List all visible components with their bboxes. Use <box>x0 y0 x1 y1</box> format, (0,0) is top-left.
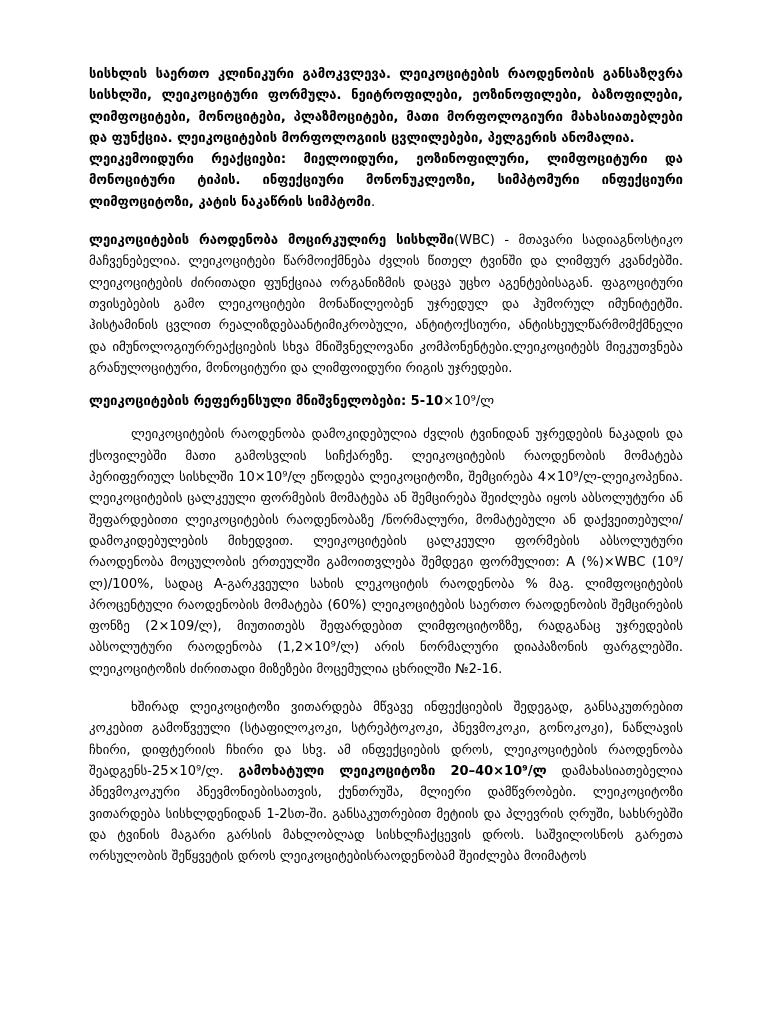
wbc-paragraph <box>89 230 683 379</box>
infection-paragraph <box>89 697 683 867</box>
paragraph-text-a: ხშირად ლეიკოციტოზი ვითარდება მწვავე ინფექციების შედეგად, განსაკუთრებით კოკებით გამოწვეული (სტაფილოკოკი, სტრეპტოკოკი, პნევმოკოკი, გონოკოკი), ნაწლავის ჩხირი, დიფტერიის ჩხირი და სხვ. ამ ინფექციების დროს, ლეიკოციტების რაოდენობა შეადგენს-25×10⁹/ლ. <box>89 700 683 779</box>
intro-text-2: ლეიკემოიდური რეაქციები: მიელოიდური, ეოზინოფილური, ლიმფოციტური და მონოციტური ტიპის. ინფექციური მონონუკლეოზი, სიმპტომური ინფექციური ლიმფოციტოზი, კატის ნაკაწრის სიმპტომი <box>89 152 683 210</box>
paragraph-text-b: დამახასიათებელია პნევმოკოკური პნევმონიებისათვის, ქუნთრუშა, მლიერი დამწვრობები. ლეიკოციტოზი ვითარდება სისხლდენიდან 1-2სთ-ში. განსაკუთრებით მეტიის და პლევრის ღრუში, სახსრებში და ტვინის მაგარი გარსის მახლობლად სისხლჩაქცევის დროს. საშვილოსნოს გარეთა ორსულობის შეწყვეტის დროს ლეიკოციტებისრაოდენობამ შეიძლება მოიმატოს <box>89 763 683 865</box>
reference-unit: ×10⁹/ლ <box>443 394 495 410</box>
wbc-text: (WBC) - მთავარი სადიაგნოსტიკო მაჩვენებელია. ლეიკოციტები წარმოიქმნება ძვლის წითელ ტვინში და ლიმფურ კვანძებში. ლეიკოციტების ძირითადი ფუნქციაა ორგანიზმის დაცვა უცხო აგენტებისაგან. ფაგოციტური თვისებების გამო ლეიკოციტები მონაწილეობენ უჯრედულ და ჰუმორულ იმუნიტეტში. ჰისტამინის ცვლით რეალიზდებაანტიმიკრობული, ანტიტოქსიური, ანტისხეულწარმომქმნელი და იმუნოლოგიურრეაქციების სხვა მნიშვნელოვანი კომპონენტები.ლეიკოციტებს მიეკუთვნება გრანულოციტური, მონოციტური და ლიმფოიდური რიგის უჯრედები. <box>89 233 683 376</box>
leukocytosis-paragraph <box>89 424 683 680</box>
paragraph-text: ლეიკოციტების რაოდენობა დამოკიდებულია ძვლის ტვინიდან უჯრედების ნაკადის და ქსოვილებში მათი გამოსვლის სიჩქარეზე. ლეიკოციტების რაოდენობის მომატება პერიფერიულ სისხლში 10×10⁹/ლ ეწოდება ლეიკოციტოზი, შემცირება 4×10⁹/ლ-ლეიკოპენია. ლეიკოციტების ცალკეული ფორმების მომატება ან შემცირება შეიძლება იყოს აბსოლუტური ან შეფარდებითი ლეიკოციტების რაოდენობაზე /ნორმალური, მომატებული ან დაქვეითებული/ დამოკიდებულების მიხედვით. ლეიკოციტების ცალკეული ფორმების აბსოლუტური რაოდენობა მოცულობის ერთეულში გამოითვლება შემდეგი ფორმულით: A (%)×WBC (10⁹/ლ)/100%, სადაც A-გარკვეული სახის ლეკოციტის რაოდენობა % მაგ. ლიმფოციტების პროცენტული რაოდენობის მომატება (60%) ლეიკოციტების საერთო რაოდენობის შემცირების ფონზე (2×109/ლ), მიუთითებს შეფარდებით ლიმფოციტოზზე, რადგანაც უჯრედების აბსოლუტური რაოდენობა (1,2×10⁹/ლ) არის ნორმალური დიაპაზონის ფარგლებში. ლეიკოციტოზის ძირითადი მიზეზები მოცემულია ცხრილში №2-16. <box>89 427 683 677</box>
reference-label: ლეიკოციტების რეფერენსული მნიშვნელობები: 5-10 <box>89 394 444 410</box>
reference-values <box>89 391 683 412</box>
intro-paragraph <box>89 64 683 213</box>
paragraph-emphasis: გამოხატული ლეიკოციტოზი 20–40×10⁹/ლ <box>238 763 547 779</box>
intro-tail: . <box>371 194 376 210</box>
wbc-heading: ლეიკოციტების რაოდენობა მოცირკულირე სისხლში <box>89 233 455 249</box>
intro-text: სისხლის საერთო კლინიკური გამოკვლევა. ლეიკოციტების რაოდენობის განსაზღვრა სისხლში, ლეიკოციტური ფორმულა. ნეიტროფილები, ეოზინოფილები, ბაზოფილები, ლიმფოციტები, მონოციტები, პლაზმოციტები, მათი მორფოლოგიური მახასიათებლები და ფუნქცია. ლეიკოციტების მორფოლოგიის ცვლილებები, პელგერის ანომალია. <box>89 67 683 146</box>
